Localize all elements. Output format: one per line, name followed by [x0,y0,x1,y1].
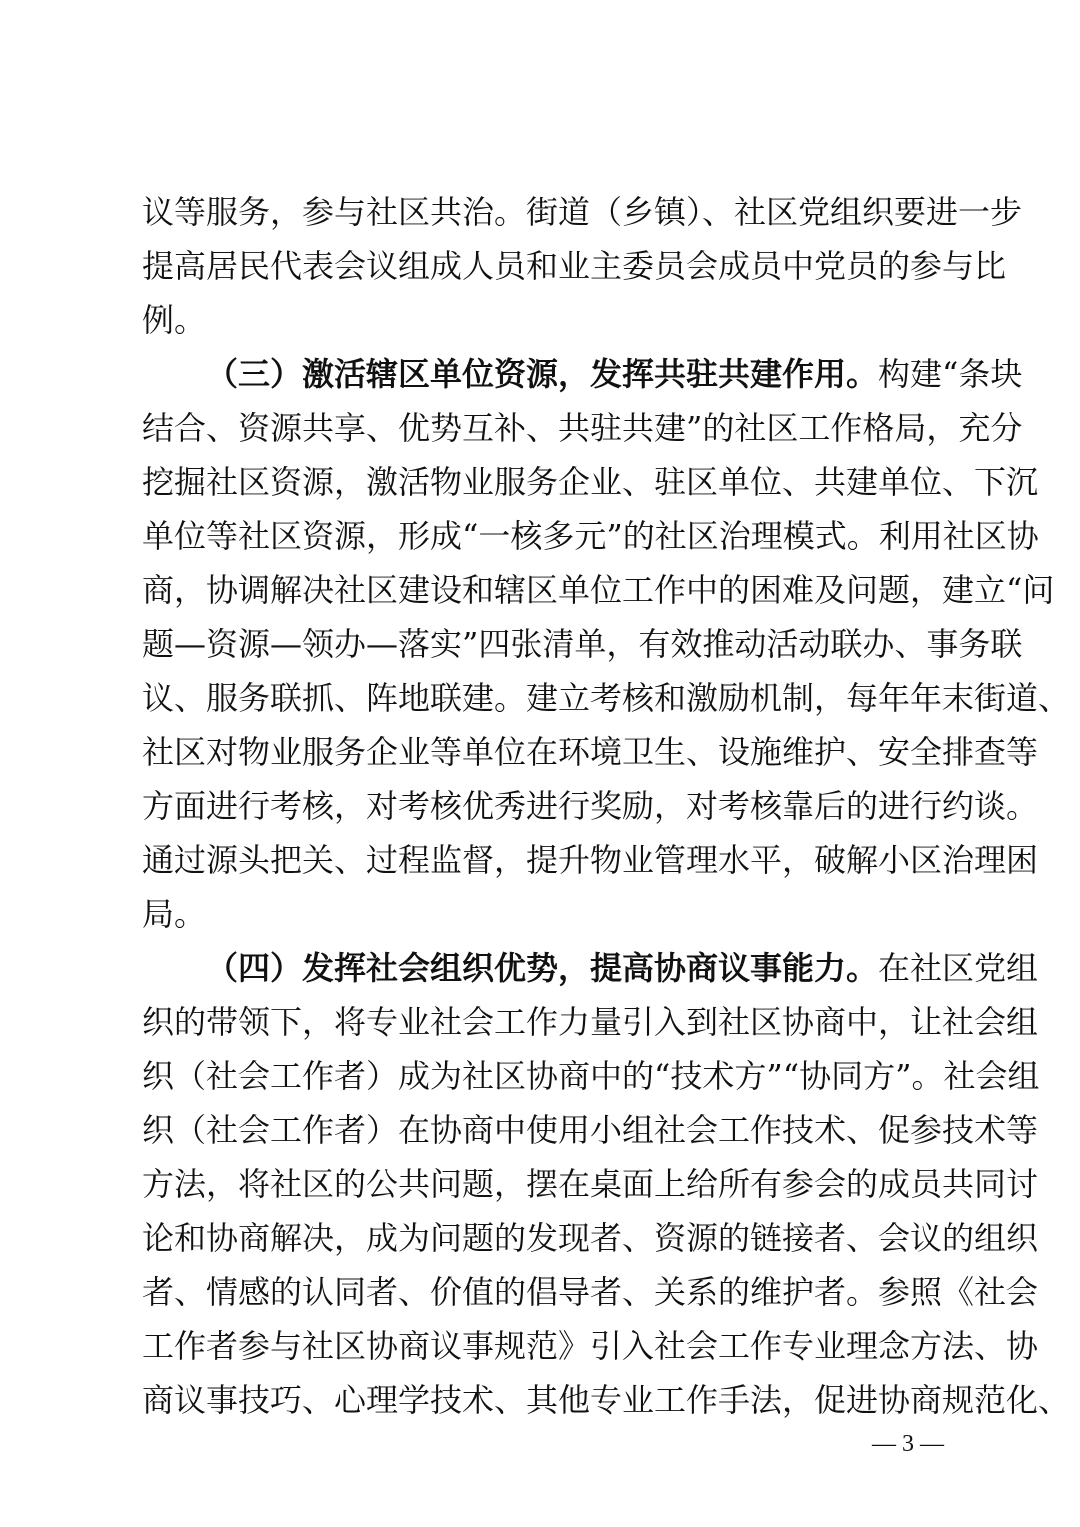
section-heading-line [206,347,1023,401]
body-text-line: 例。 [142,301,207,339]
body-text: 构建“条块 [878,355,1023,393]
body-text-line: 织（社会工作者）在协商中使用小组社会工作技术、促参技术等 [142,1111,1039,1149]
body-text-line: 商，协调解决社区建设和辖区单位工作中的困难及问题，建立“问 [142,571,1055,609]
body-text: 在社区党组 [878,949,1039,987]
body-text-line: 工作者参与社区协商议事规范》引入社会工作专业理念方法、协 [142,1327,1039,1365]
body-text-line: 论和协商解决，成为问题的发现者、资源的链接者、会议的组织 [142,1219,1039,1257]
body-text-line: 织的带领下，将专业社会工作力量引入到社区协商中，让社会组 [142,1003,1039,1041]
body-text-line: 结合、资源共享、优势互补、共驻共建”的社区工作格局，充分 [142,409,1023,447]
page-number: — 3 — [872,1431,944,1457]
body-text-line: 方法，将社区的公共问题，摆在桌面上给所有参会的成员共同讨 [142,1165,1039,1203]
body-text-line: 提高居民代表会议组成人员和业主委员会成员中党员的参与比 [142,247,1007,285]
body-text-line: 通过源头把关、过程监督，提升物业管理水平，破解小区治理困 [142,841,1039,879]
section-heading: （四）发挥社会组织优势，提高协商议事能力。 [206,949,879,987]
body-text-line: 商议事技巧、心理学技术、其他专业工作手法，促进协商规范化、 [142,1381,1071,1419]
body-text-line: 织（社会工作者）成为社区协商中的“技术方”“协同方”。社会组 [142,1057,1040,1095]
body-text-line: 单位等社区资源，形成“一核多元”的社区治理模式。利用社区协 [142,517,1039,555]
body-text-line: 议、服务联抓、阵地联建。建立考核和激励机制，每年年末街道、 [142,679,1071,717]
body-text-line: 题—资源—领办—落实”四张清单，有效推动活动联办、事务联 [142,625,1023,663]
section-heading: （三）激活辖区单位资源，发挥共驻共建作用。 [206,355,879,393]
section-heading-line [206,941,1039,995]
body-text-line: 者、情感的认同者、价值的倡导者、关系的维护者。参照《社会 [142,1273,1039,1311]
body-text-line: 挖掘社区资源，激活物业服务企业、驻区单位、共建单位、下沉 [142,463,1039,501]
body-text-line: 议等服务，参与社区共治。街道（乡镇）、社区党组织要进一步 [142,193,1023,231]
body-text-line: 社区对物业服务企业等单位在环境卫生、设施维护、安全排查等 [142,733,1039,771]
body-text-line: 局。 [142,895,207,933]
body-text-line: 方面进行考核，对考核优秀进行奖励，对考核靠后的进行约谈。 [142,787,1039,825]
